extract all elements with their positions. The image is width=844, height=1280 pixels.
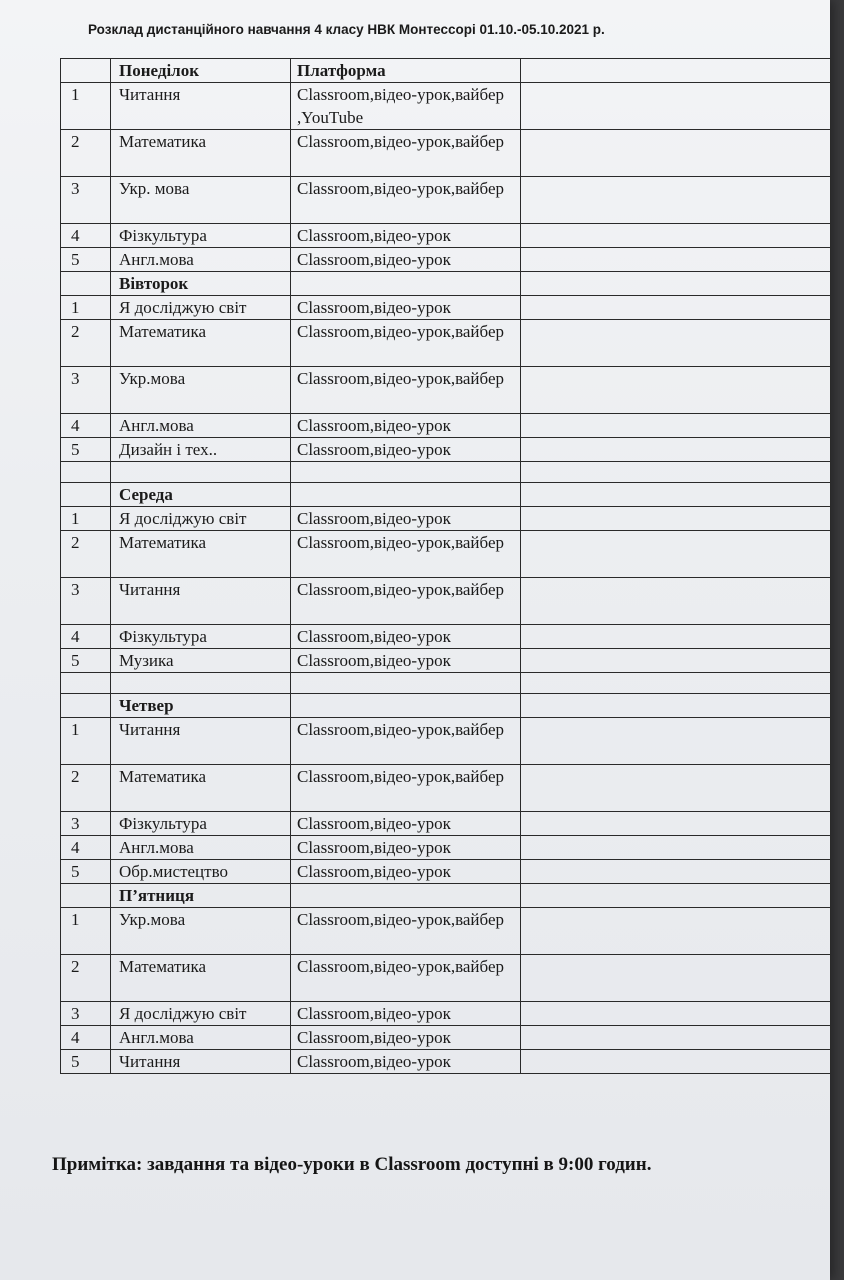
subject-cell: Дизайн і тех.. — [111, 438, 291, 462]
lesson-number-cell: 2 — [61, 531, 111, 578]
subject-cell — [111, 462, 291, 483]
day-header-row — [61, 884, 831, 908]
extra-cell — [521, 1026, 831, 1050]
extra-cell — [521, 765, 831, 812]
extra-cell — [521, 507, 831, 531]
table-row — [61, 320, 831, 367]
platform-cell: Classroom,відео-урок,вайбер — [291, 765, 521, 812]
platform-cell: Classroom,відео-урок — [291, 836, 521, 860]
table-row — [61, 531, 831, 578]
lesson-number-cell: 2 — [61, 130, 111, 177]
extra-cell — [521, 462, 831, 483]
subject-cell: Укр. мова — [111, 177, 291, 224]
extra-cell — [521, 1050, 831, 1074]
schedule-body — [61, 59, 831, 1074]
platform-cell: Classroom,відео-урок,вайбер — [291, 367, 521, 414]
platform-cell: Classroom,відео-урок — [291, 296, 521, 320]
subject-cell: Англ.мова — [111, 248, 291, 272]
table-row — [61, 1050, 831, 1074]
spacer-row — [61, 462, 831, 483]
lesson-number-cell — [61, 483, 111, 507]
platform-cell: Classroom,відео-урок,вайбер — [291, 718, 521, 765]
table-row — [61, 1002, 831, 1026]
extra-cell — [521, 649, 831, 673]
table-header-row — [61, 59, 831, 83]
extra-cell — [521, 414, 831, 438]
extra-cell — [521, 130, 831, 177]
header-num-cell — [61, 59, 111, 83]
lesson-number-cell — [61, 272, 111, 296]
day-name-cell: Середа — [111, 483, 291, 507]
extra-cell — [521, 625, 831, 649]
platform-cell — [291, 272, 521, 296]
header-extra-cell — [521, 59, 831, 83]
subject-cell — [111, 673, 291, 694]
platform-cell — [291, 483, 521, 507]
subject-cell: Я досліджую світ — [111, 296, 291, 320]
platform-cell: Classroom,відео-урок — [291, 1026, 521, 1050]
platform-cell — [291, 673, 521, 694]
subject-cell: Англ.мова — [111, 1026, 291, 1050]
subject-cell: Читання — [111, 578, 291, 625]
table-row — [61, 718, 831, 765]
extra-cell — [521, 836, 831, 860]
subject-cell: Музика — [111, 649, 291, 673]
subject-cell: Фізкультура — [111, 812, 291, 836]
table-row — [61, 83, 831, 130]
table-row — [61, 765, 831, 812]
day-header-row — [61, 483, 831, 507]
platform-cell: Classroom,відео-урок — [291, 1050, 521, 1074]
extra-cell — [521, 320, 831, 367]
platform-cell: Classroom,відео-урок,вайбер ,YouTube — [291, 83, 521, 130]
header-platform-cell: Платформа — [291, 59, 521, 83]
subject-cell: Я досліджую світ — [111, 1002, 291, 1026]
lesson-number-cell: 2 — [61, 955, 111, 1002]
extra-cell — [521, 1002, 831, 1026]
platform-cell: Classroom,відео-урок — [291, 812, 521, 836]
extra-cell — [521, 812, 831, 836]
table-row — [61, 578, 831, 625]
extra-cell — [521, 718, 831, 765]
extra-cell — [521, 884, 831, 908]
subject-cell: Читання — [111, 718, 291, 765]
lesson-number-cell: 3 — [61, 1002, 111, 1026]
footnote: Примітка: завдання та відео-уроки в Classroom доступні в 9:00 годин. — [52, 1154, 652, 1175]
day-name-cell: П’ятниця — [111, 884, 291, 908]
subject-cell: Англ.мова — [111, 414, 291, 438]
lesson-number-cell: 1 — [61, 507, 111, 531]
table-row — [61, 908, 831, 955]
subject-cell: Математика — [111, 320, 291, 367]
table-row — [61, 367, 831, 414]
lesson-number-cell: 4 — [61, 414, 111, 438]
platform-cell: Classroom,відео-урок — [291, 414, 521, 438]
lesson-number-cell: 1 — [61, 908, 111, 955]
lesson-number-cell: 5 — [61, 1050, 111, 1074]
extra-cell — [521, 694, 831, 718]
platform-cell: Classroom,відео-урок,вайбер — [291, 578, 521, 625]
lesson-number-cell — [61, 694, 111, 718]
lesson-number-cell: 4 — [61, 1026, 111, 1050]
platform-cell: Classroom,відео-урок — [291, 625, 521, 649]
platform-cell: Classroom,відео-урок,вайбер — [291, 531, 521, 578]
table-row — [61, 625, 831, 649]
table-row — [61, 1026, 831, 1050]
platform-cell — [291, 694, 521, 718]
platform-cell: Classroom,відео-урок — [291, 438, 521, 462]
lesson-number-cell: 4 — [61, 625, 111, 649]
subject-cell: Фізкультура — [111, 224, 291, 248]
extra-cell — [521, 531, 831, 578]
extra-cell — [521, 438, 831, 462]
extra-cell — [521, 860, 831, 884]
table-row — [61, 812, 831, 836]
platform-cell: Classroom,відео-урок — [291, 860, 521, 884]
subject-cell: Англ.мова — [111, 836, 291, 860]
table-row — [61, 224, 831, 248]
lesson-number-cell: 2 — [61, 320, 111, 367]
subject-cell: Читання — [111, 83, 291, 130]
table-row — [61, 860, 831, 884]
platform-cell: Classroom,відео-урок,вайбер — [291, 320, 521, 367]
lesson-number-cell — [61, 673, 111, 694]
lesson-number-cell: 1 — [61, 83, 111, 130]
lesson-number-cell: 5 — [61, 649, 111, 673]
subject-cell: Фізкультура — [111, 625, 291, 649]
day-name-cell: Четвер — [111, 694, 291, 718]
platform-cell — [291, 462, 521, 483]
subject-cell: Читання — [111, 1050, 291, 1074]
document-title: Розклад дистанційного навчання 4 класу НВК Монтессорі 01.10.-05.10.2021 р. — [88, 22, 605, 37]
lesson-number-cell: 3 — [61, 177, 111, 224]
day-header-row — [61, 272, 831, 296]
table-row — [61, 177, 831, 224]
table-row — [61, 507, 831, 531]
subject-cell: Обр.мистецтво — [111, 860, 291, 884]
lesson-number-cell: 3 — [61, 367, 111, 414]
table-row — [61, 130, 831, 177]
day-name-cell: Вівторок — [111, 272, 291, 296]
header-day-cell: Понеділок — [111, 59, 291, 83]
lesson-number-cell — [61, 462, 111, 483]
extra-cell — [521, 673, 831, 694]
extra-cell — [521, 224, 831, 248]
platform-cell: Classroom,відео-урок,вайбер — [291, 908, 521, 955]
extra-cell — [521, 248, 831, 272]
lesson-number-cell: 3 — [61, 812, 111, 836]
lesson-number-cell — [61, 884, 111, 908]
extra-cell — [521, 296, 831, 320]
table-row — [61, 296, 831, 320]
subject-cell: Математика — [111, 130, 291, 177]
lesson-number-cell: 3 — [61, 578, 111, 625]
lesson-number-cell: 5 — [61, 860, 111, 884]
schedule-table — [60, 58, 831, 1074]
subject-cell: Математика — [111, 955, 291, 1002]
subject-cell: Математика — [111, 531, 291, 578]
table-row — [61, 955, 831, 1002]
platform-cell: Classroom,відео-урок,вайбер — [291, 955, 521, 1002]
extra-cell — [521, 177, 831, 224]
table-row — [61, 248, 831, 272]
platform-cell: Classroom,відео-урок — [291, 507, 521, 531]
subject-cell: Укр.мова — [111, 367, 291, 414]
extra-cell — [521, 83, 831, 130]
lesson-number-cell: 5 — [61, 248, 111, 272]
platform-cell — [291, 884, 521, 908]
lesson-number-cell: 1 — [61, 718, 111, 765]
platform-cell: Classroom,відео-урок — [291, 649, 521, 673]
subject-cell: Математика — [111, 765, 291, 812]
lesson-number-cell: 4 — [61, 836, 111, 860]
platform-cell: Classroom,відео-урок,вайбер — [291, 177, 521, 224]
platform-cell: Classroom,відео-урок — [291, 1002, 521, 1026]
lesson-number-cell: 4 — [61, 224, 111, 248]
lesson-number-cell: 5 — [61, 438, 111, 462]
subject-cell: Укр.мова — [111, 908, 291, 955]
table-row — [61, 649, 831, 673]
table-row — [61, 414, 831, 438]
lesson-number-cell: 1 — [61, 296, 111, 320]
day-header-row — [61, 694, 831, 718]
extra-cell — [521, 908, 831, 955]
platform-cell: Classroom,відео-урок — [291, 248, 521, 272]
subject-cell: Я досліджую світ — [111, 507, 291, 531]
table-row — [61, 836, 831, 860]
table-row — [61, 438, 831, 462]
extra-cell — [521, 483, 831, 507]
extra-cell — [521, 578, 831, 625]
platform-cell: Classroom,відео-урок,вайбер — [291, 130, 521, 177]
lesson-number-cell: 2 — [61, 765, 111, 812]
spacer-row — [61, 673, 831, 694]
platform-cell: Classroom,відео-урок — [291, 224, 521, 248]
extra-cell — [521, 272, 831, 296]
extra-cell — [521, 955, 831, 1002]
extra-cell — [521, 367, 831, 414]
